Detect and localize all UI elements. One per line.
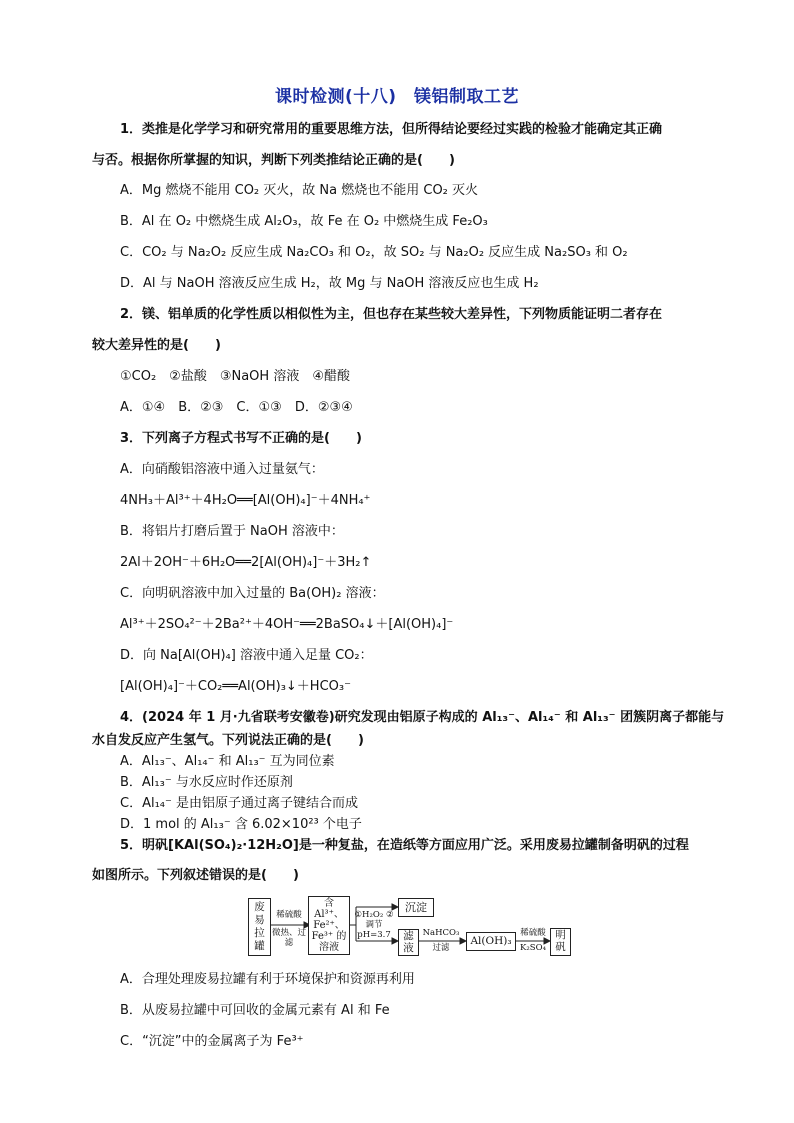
q4-option-b: B．Al₁₃⁻ 与水反应时作还原剂 [120,775,293,790]
q1-stem-line1: 1．类推是化学学习和研究常用的重要思维方法，但所得结论要经过实践的检验才能确定其正确 [120,122,663,137]
q3-equation-b: 2Al＋2OH⁻＋6H₂O══2[Al(OH)₄]⁻＋3H₂↑ [120,555,372,570]
flow-product1-box [466,932,516,951]
q5-stem-line1: 5．明矾[KAl(SO₄)₂·12H₂O]是一种复盐，在造纸等方面应用广泛。采用废易拉罐制备明矾的过程 [120,838,689,853]
flow-precipitate: 沉淀 [405,901,427,914]
flow-filtrate-box [398,929,419,956]
flow-solution-box [308,896,350,955]
process-flowchart [248,894,573,956]
q3-stem: 3．下列离子方程式书写不正确的是( ) [120,431,362,446]
step3-label-bottom: 过滤 [432,943,450,953]
q4-stem-line1: 4．(2024 年 1 月·九省联考安徽卷)研究发现由铝原子构成的 Al₁₃⁻、Al₁₄⁻ 和 Al₁₃⁻ 团簇阴离子都能与 [120,710,725,725]
flow-final-box [550,928,571,956]
step3-label-top: NaHCO₃ [422,928,460,938]
flow-precipitate-box [398,898,434,917]
flow-filtrate: 滤液 [403,930,414,954]
q1-option-b: B．Al 在 O₂ 中燃烧生成 Al₂O₃，故 Fe 在 O₂ 中燃烧生成 Fe₂O₃ [120,214,488,229]
q2-options: A．①④ B．②③ C．①③ D．②③④ [120,400,353,415]
flow-start-box [248,898,271,956]
flow-final: 明矾 [555,929,566,953]
q4-stem-line2: 水自发反应产生氢气。下列说法正确的是( ) [92,733,364,748]
q1-option-a: A．Mg 燃烧不能用 CO₂ 灭火，故 Na 燃烧也不能用 CO₂ 灭火 [120,183,479,198]
flow-solution: 含 Al³⁺、Fe²⁺、Fe³⁺ 的溶液 [311,898,347,953]
q4-option-c: C．Al₁₄⁻ 是由铝原子通过离子键结合而成 [120,796,358,811]
q3-equation-a: 4NH₃＋Al³⁺＋4H₂O══[Al(OH)₄]⁻＋4NH₄⁺ [120,493,371,508]
q2-stem-line1: 2．镁、铝单质的化学性质以相似性为主，但也存在某些较大差异性，下列物质能证明二者存在 [120,307,663,322]
q3-option-c: C．向明矾溶液中加入过量的 Ba(OH)₂ 溶液： [120,586,385,601]
q1-option-c: C．CO₂ 与 Na₂O₂ 反应生成 Na₂CO₃ 和 O₂，故 SO₂ 与 Na₂O₂ 反应生成 Na₂SO₃ 和 O₂ [120,245,628,260]
flow-start: 废易拉罐 [254,901,265,952]
q5-option-a: A．合理处理废易拉罐有利于环境保护和资源再利用 [120,972,415,987]
flow-product1: Al(OH)₃ [470,935,512,947]
q5-option-c: C．“沉淀”中的金属离子为 Fe³⁺ [120,1034,304,1049]
q3-option-a: A．向硝酸铝溶液中通入过量氨气： [120,462,324,477]
step1-label-bottom: 微热、过滤 [272,928,307,948]
q1-option-d: D．Al 与 NaOH 溶液反应生成 H₂，故 Mg 与 NaOH 溶液反应也生成 H₂ [120,276,539,291]
step1-label-top: 稀硫酸 [276,910,302,920]
step4-label-bottom: K₂SO₄ [520,943,546,953]
q3-option-d: D．向 Na[Al(OH)₄] 溶液中通入足量 CO₂： [120,648,373,663]
q3-equation-d: [Al(OH)₄]⁻＋CO₂══Al(OH)₃↓＋HCO₃⁻ [120,679,351,694]
q2-stem-line2: 较大差异性的是( ) [92,338,221,353]
page-title: 课时检测(十八) 镁铝制取工艺 [274,87,520,107]
q1-stem-line2: 与否。根据你所掌握的知识，判断下列类推结论正确的是( ) [92,153,455,168]
q5-stem-line2: 如图所示。下列叙述错误的是( ) [92,868,299,883]
q4-option-a: A．Al₁₃⁻、Al₁₄⁻ 和 Al₁₃⁻ 互为同位素 [120,754,335,769]
step2-label: ①H₂O₂ ②调节 pH=3.7 [354,910,394,940]
q5-option-b: B．从废易拉罐中可回收的金属元素有 Al 和 Fe [120,1003,390,1018]
q2-items: ①CO₂ ②盐酸 ③NaOH 溶液 ④醋酸 [120,369,350,384]
step4-label-top: 稀硫酸 [520,928,546,938]
q3-option-b: B．将铝片打磨后置于 NaOH 溶液中： [120,524,344,539]
q4-option-d: D．1 mol 的 Al₁₃⁻ 含 6.02×10²³ 个电子 [120,817,362,832]
q3-equation-c: Al³⁺＋2SO₄²⁻＋2Ba²⁺＋4OH⁻══2BaSO₄↓＋[Al(OH)₄]⁻ [120,617,454,632]
